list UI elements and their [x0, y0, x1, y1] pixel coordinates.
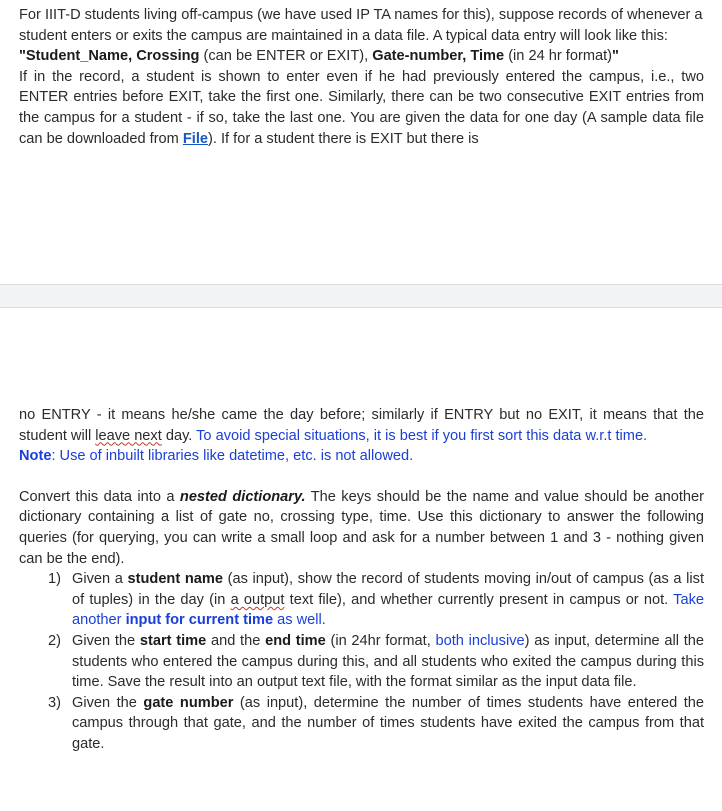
list-item: 2) Given the start time and the end time (in 24hr format, both inclusive) as input, determine all the students who entered the campus during this, and all students who exited the campus during this time. Save the result into an output text file, with the format similar as the input data file. [48, 632, 705, 691]
list-item: 1) Given a student name (as input), show the record of students moving in/out of campus (as a list of tuples) in the day (in a output text file), and whether currently present in campus or not. Take another input for current time as well. [48, 571, 705, 629]
continuation-paragraph: no ENTRY - it means he/she came the day before; similarly if ENTRY but no EXIT, it means that the student will leave next day. To avoid special situations, it is best if you first sort this data w.r.t time. [19, 407, 704, 444]
list-number: 1) [48, 571, 61, 588]
convert-paragraph: Convert this data into a nested dictionary. The keys should be the name and value should be another dictionary containing a list of gate no, crossing type, time. Use this dictionary to answer the following queries (for querying, you can write a small loop and ask for a number between 1 and 3 - nothing given can be the end). [19, 488, 704, 567]
paragraph-spacer [19, 467, 704, 487]
file-link[interactable]: File [182, 130, 209, 147]
sort-hint: To avoid special situations, it is best if you first sort this data w.r.t time. [196, 427, 648, 444]
page-break [0, 284, 722, 308]
page-bottom-text [19, 405, 704, 755]
query-list [19, 569, 704, 754]
list-item: 3) Given the gate number (as input), determine the number of times students have entered the campus through that gate, and the number of times students have exited the campus from that gate. [48, 694, 705, 752]
list-number: 3) [48, 694, 61, 711]
format-gate-time: Gate-number, Time [372, 48, 505, 65]
rules-paragraph: If in the record, a student is shown to enter even if he had previously entered the campus, i.e., two ENTER entries before EXIT, take the first one. Similarly, there can be two consecutive EXIT entries from the campus for a student - if so, take the last one. You are given the data for one day (A sample data file can be downloaded from File). If for a student there is EXIT but there is [19, 68, 704, 147]
note-label: Note [19, 448, 52, 465]
intro-paragraph: For IIIT-D students living off-campus (we have used IP TA names for this), suppose records of whenever a student enters or exits the campus are maintained in a data file. A typical data entry will look like this: "Student_Name, Crossing (can be ENTER or EXIT), Gate-number, Time (in 24 hr format)" [19, 7, 703, 65]
note-paragraph: Note: Use of inbuilt libraries like datetime, etc. is not allowed. [19, 448, 414, 465]
nested-dictionary-emphasis: nested dictionary. [179, 488, 306, 505]
list-number: 2) [48, 632, 61, 649]
format-student-crossing: "Student_Name, Crossing [19, 48, 200, 65]
spellcheck-a-output: a output [230, 591, 285, 608]
spellcheck-leave-next: leave next [95, 427, 162, 444]
page-top-text [19, 5, 704, 149]
